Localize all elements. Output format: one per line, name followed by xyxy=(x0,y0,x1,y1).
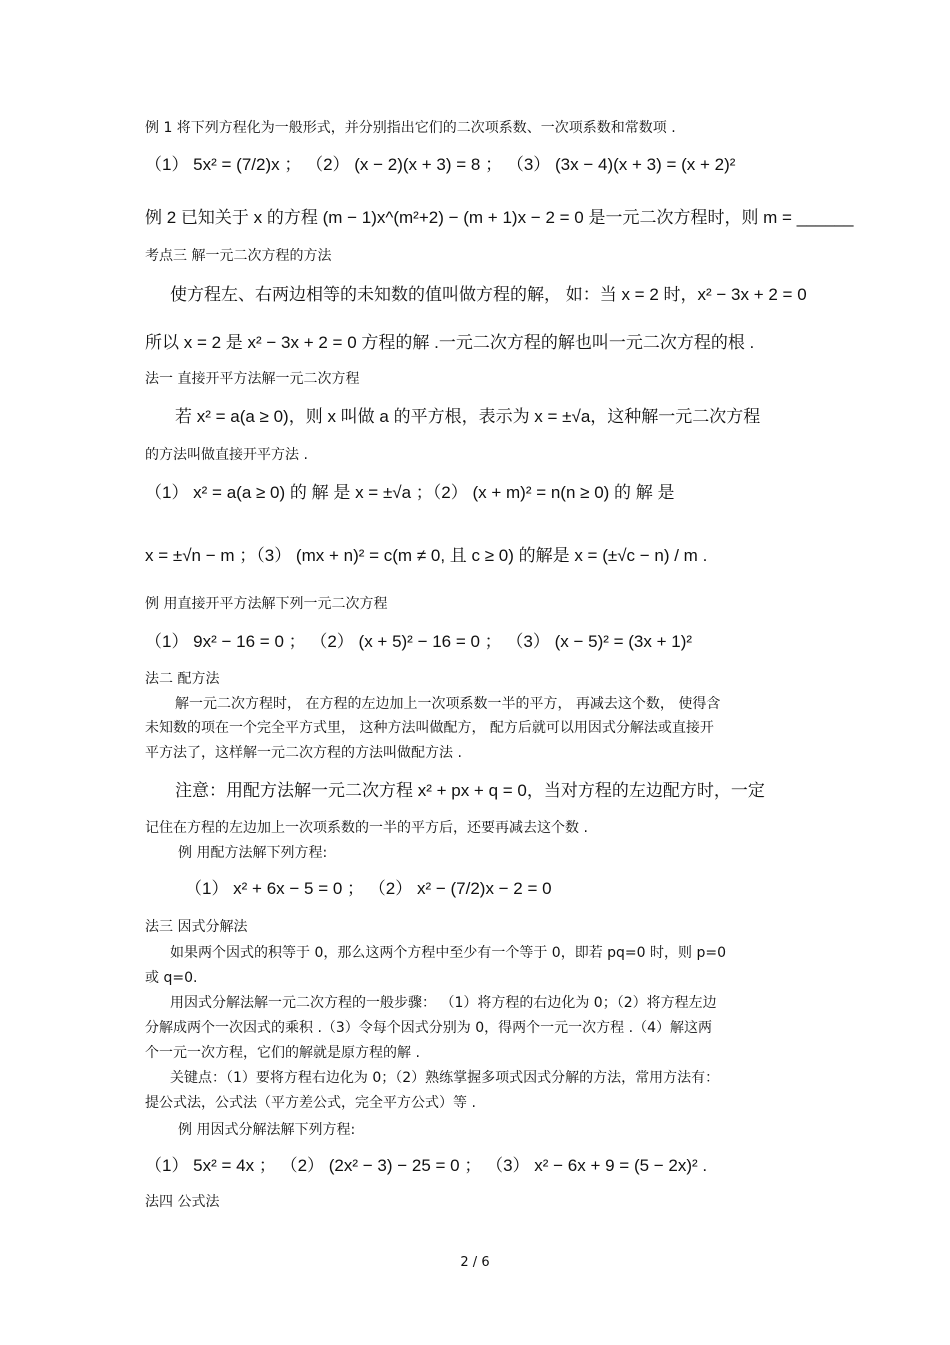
factoring-para-1-cont: 或 q=0. xyxy=(145,970,198,986)
completing-square-note: 注意：用配方法解一元二次方程 x² + px + q = 0，当对方程的左边配方时，一定 xyxy=(175,781,765,800)
paragraph-solution-definition: 使方程左、右两边相等的未知数的值叫做方程的解， 如：当 x = 2 时，x² − 3x + 2 = 0 xyxy=(170,285,807,304)
factoring-steps-1: 用因式分解法解一元二次方程的一般步骤： （1）将方程的右边化为 0；（2）将方程左边 xyxy=(170,995,717,1011)
page-number: 2 / 6 xyxy=(460,1255,490,1270)
completing-square-para-2: 未知数的项在一个完全平方式里， 这种方法叫做配方， 配方后就可以用因式分解法或直接开 xyxy=(145,720,714,736)
factoring-key-points-cont: 提公式法，公式法（平方差公式，完全平方公式）等 . xyxy=(145,1095,476,1111)
example-factoring-heading: 例 用因式分解法解下列方程: xyxy=(178,1122,356,1138)
example-direct-root-equations: （1） 9x² − 16 = 0 ； （2） (x + 5)² − 16 = 0 ； （3） (x − 5)² = (3x + 1)² xyxy=(145,632,693,651)
direct-root-cases-cont: x = ±√n − m ；（3） (mx + n)² = c(m ≠ 0, 且 c ≥ 0) 的解是 x = (±√c − n) / m . xyxy=(145,546,708,565)
example-1-equations: （1） 5x² = (7/2)x ； （2） (x − 2)(x + 3) = 8 ； （3） (3x − 4)(x + 3) = (x + 2)² xyxy=(145,155,736,174)
method-2-heading: 法二 配方法 xyxy=(145,671,220,687)
completing-square-para-3: 平方法了，这样解一元二次方程的方法叫做配方法 . xyxy=(145,745,462,761)
direct-root-cases-line: （1） x² = a(a ≥ 0) 的 解 是 x = ±√a ；（2） (x + m)² = n(n ≥ 0) 的 解 是 xyxy=(145,483,675,502)
example-direct-root-heading: 例 用直接开平方法解下列一元二次方程 xyxy=(145,596,388,612)
example-completing-square-heading: 例 用配方法解下列方程: xyxy=(178,845,328,861)
completing-square-para-1: 解一元二次方程时， 在方程的左边加上一次项系数一半的平方， 再减去这个数， 使得含 xyxy=(175,696,721,712)
section-heading-kaodian-3: 考点三 解一元二次方程的方法 xyxy=(145,248,332,264)
factoring-steps-3: 个一元一次方程，它们的解就是原方程的解 . xyxy=(145,1045,420,1061)
example-1-line: 例 1 将下列方程化为一般形式，并分别指出它们的二次项系数、一次项系数和常数项 . xyxy=(145,120,676,136)
factoring-para-1: 如果两个因式的积等于 0，那么这两个方程中至少有一个等于 0，即若 pq=0 时，则 p=0 xyxy=(170,945,726,961)
method-1-heading: 法一 直接开平方法解一元二次方程 xyxy=(145,371,360,387)
method-4-heading: 法四 公式法 xyxy=(145,1194,220,1210)
paragraph-solution-root: 所以 x = 2 是 x² − 3x + 2 = 0 方程的解 .一元二次方程的解也叫一元二次方程的根 . xyxy=(145,333,755,352)
factoring-steps-2: 分解成两个一次因式的乘积 .（3）令每个因式分别为 0，得两个一元一次方程 .（4）解这两 xyxy=(145,1020,712,1036)
completing-square-note-cont: 记住在方程的左边加上一次项系数的一半的平方后，还要再减去这个数 . xyxy=(145,820,588,836)
method-3-heading: 法三 因式分解法 xyxy=(145,919,248,935)
example-completing-square-equations: （1） x² + 6x − 5 = 0 ； （2） x² − (7/2)x − 2 = 0 xyxy=(185,879,552,898)
paragraph-square-root-cont: 的方法叫做直接开平方法 . xyxy=(145,447,308,463)
example-factoring-equations: （1） 5x² = 4x ； （2） (2x² − 3) − 25 = 0 ； （3） x² − 6x + 9 = (5 − 2x)² . xyxy=(145,1156,708,1175)
factoring-key-points: 关键点：（1）要将方程右边化为 0；（2）熟练掌握多项式因式分解的方法，常用方法有： xyxy=(170,1070,720,1086)
paragraph-square-root: 若 x² = a(a ≥ 0)，则 x 叫做 a 的平方根，表示为 x = ±√a，这种解一元二次方程 xyxy=(175,407,761,426)
example-2-line: 例 2 已知关于 x 的方程 (m − 1)x^(m²+2) − (m + 1)x − 2 = 0 是一元二次方程时，则 m = ______ xyxy=(145,208,854,227)
